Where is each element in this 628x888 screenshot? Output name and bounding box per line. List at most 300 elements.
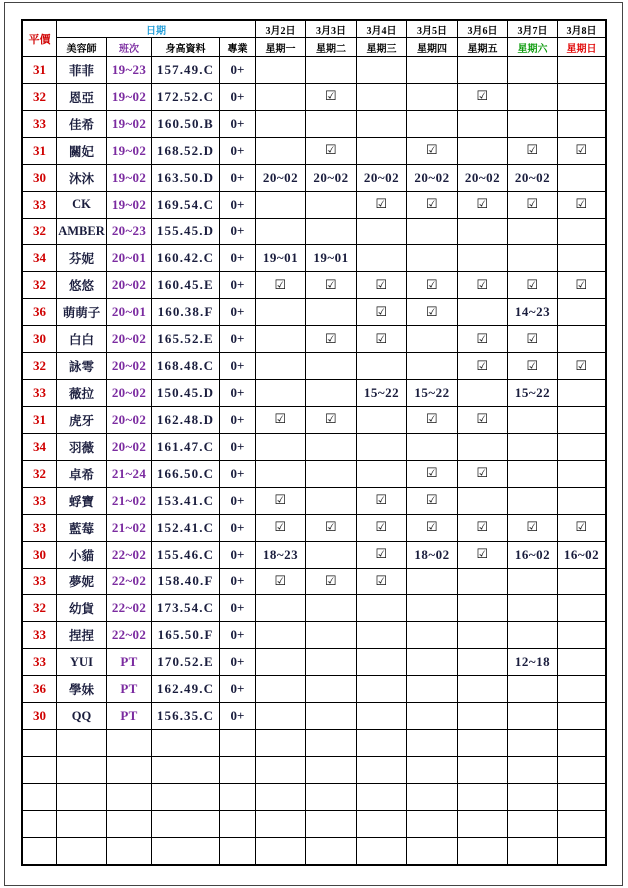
checkbox-checked-icon: ☑ <box>274 277 287 293</box>
specialty-cell: 0+ <box>220 380 255 406</box>
specialty-cell: 0+ <box>220 569 255 595</box>
day-cell <box>407 111 457 137</box>
profile-cell: 150.45.D <box>152 380 219 406</box>
profile-cell: 165.50.F <box>152 622 219 648</box>
price-cell: 34 <box>23 245 56 271</box>
day-cell <box>256 676 305 702</box>
shift-cell: 20~02 <box>107 407 151 433</box>
specialty-cell: 0+ <box>220 407 255 433</box>
day-cell <box>508 84 557 110</box>
empty-cell <box>152 811 219 837</box>
shift-cell: 22~02 <box>107 622 151 648</box>
specialty-cell: 0+ <box>220 676 255 702</box>
day-cell <box>458 299 507 325</box>
shift-time-text: 20~02 <box>262 169 299 185</box>
specialty-cell: 0+ <box>220 649 255 675</box>
empty-cell <box>357 757 406 783</box>
shift-cell: 21~24 <box>107 461 151 487</box>
day-cell <box>458 676 507 702</box>
empty-cell <box>508 811 557 837</box>
day-cell <box>407 84 457 110</box>
specialty-cell: 0+ <box>220 542 255 568</box>
checkbox-checked-icon: ☑ <box>476 197 489 213</box>
day-date-header: 3月4日 <box>357 21 406 37</box>
empty-cell <box>220 730 255 756</box>
day-cell <box>256 595 305 621</box>
checkbox-checked-icon: ☑ <box>526 143 539 159</box>
day-cell <box>357 407 406 433</box>
profile-cell: 170.52.E <box>152 649 219 675</box>
stylist-name-cell: 夢妮 <box>57 569 106 595</box>
day-cell <box>407 622 457 648</box>
day-cell <box>508 569 557 595</box>
day-cell <box>558 380 605 406</box>
profile-cell: 161.47.C <box>152 434 219 460</box>
empty-cell <box>357 811 406 837</box>
day-cell <box>357 703 406 729</box>
day-cell <box>357 272 406 298</box>
empty-cell <box>306 838 356 864</box>
stylist-name-cell: 芬妮 <box>57 245 106 271</box>
day-cell <box>407 138 457 164</box>
checkbox-checked-icon: ☑ <box>476 358 489 374</box>
specialty-cell: 0+ <box>220 219 255 245</box>
price-cell: 36 <box>23 676 56 702</box>
price-cell: 30 <box>23 542 56 568</box>
empty-cell <box>57 838 106 864</box>
day-cell <box>458 326 507 352</box>
empty-cell <box>152 730 219 756</box>
empty-cell <box>57 757 106 783</box>
checkbox-checked-icon: ☑ <box>274 573 287 589</box>
day-cell <box>508 380 557 406</box>
stylist-name-cell: AMBER <box>57 219 106 245</box>
profile-cell: 162.49.C <box>152 676 219 702</box>
checkbox-checked-icon: ☑ <box>425 466 439 482</box>
date-header: 日期 <box>57 21 255 37</box>
stylist-name-cell: 藍莓 <box>57 515 106 541</box>
day-cell <box>458 622 507 648</box>
day-cell <box>357 219 406 245</box>
day-cell <box>407 353 457 379</box>
price-cell: 33 <box>23 622 56 648</box>
checkbox-checked-icon: ☑ <box>575 197 588 213</box>
day-cell <box>256 461 305 487</box>
day-cell <box>357 649 406 675</box>
day-cell <box>508 703 557 729</box>
stylist-name-cell: 小貓 <box>57 542 106 568</box>
checkbox-checked-icon: ☑ <box>375 547 388 563</box>
specialty-cell: 0+ <box>220 326 255 352</box>
empty-cell <box>508 838 557 864</box>
stylist-name-cell: 萌萌子 <box>57 299 106 325</box>
specialty-cell: 0+ <box>220 192 255 218</box>
stylist-name-cell: QQ <box>57 703 106 729</box>
empty-cell <box>306 811 356 837</box>
day-cell <box>256 542 305 568</box>
checkbox-checked-icon: ☑ <box>476 331 489 347</box>
specialty-cell: 0+ <box>220 165 255 191</box>
day-cell <box>306 622 356 648</box>
day-cell <box>306 542 356 568</box>
checkbox-checked-icon: ☑ <box>526 331 539 347</box>
price-cell: 36 <box>23 299 56 325</box>
profile-cell: 172.52.C <box>152 84 219 110</box>
empty-cell <box>220 757 255 783</box>
checkbox-checked-icon: ☑ <box>526 358 539 374</box>
empty-cell <box>407 811 457 837</box>
stylist-name-cell: 蜉寶 <box>57 488 106 514</box>
day-cell <box>407 165 457 191</box>
price-cell: 30 <box>23 326 56 352</box>
stylist-name-cell: 幼貨 <box>57 595 106 621</box>
shift-time-text: 18~23 <box>262 546 299 562</box>
empty-cell <box>107 730 151 756</box>
day-cell <box>256 219 305 245</box>
price-cell: 31 <box>23 407 56 433</box>
shift-time-text: 16~02 <box>514 546 551 562</box>
day-cell <box>458 569 507 595</box>
empty-cell <box>107 757 151 783</box>
day-cell <box>357 138 406 164</box>
specialty-cell: 0+ <box>220 353 255 379</box>
empty-cell <box>558 784 605 810</box>
day-cell <box>558 299 605 325</box>
day-cell <box>458 219 507 245</box>
price-cell: 31 <box>23 138 56 164</box>
empty-cell <box>357 838 406 864</box>
checkbox-checked-icon: ☑ <box>274 412 287 428</box>
day-cell <box>558 703 605 729</box>
day-cell <box>256 111 305 137</box>
day-cell <box>407 542 457 568</box>
day-date-header: 3月6日 <box>458 21 507 37</box>
profile-cell: 153.41.C <box>152 488 219 514</box>
empty-cell <box>57 784 106 810</box>
day-date-header: 3月2日 <box>256 21 305 37</box>
price-cell: 32 <box>23 219 56 245</box>
day-cell <box>407 380 457 406</box>
empty-cell <box>407 784 457 810</box>
day-cell <box>357 245 406 271</box>
day-cell <box>458 165 507 191</box>
day-cell <box>357 515 406 541</box>
shift-time-text: 19~01 <box>313 250 349 266</box>
stylist-name-cell: 沐沐 <box>57 165 106 191</box>
checkbox-checked-icon: ☑ <box>476 466 489 482</box>
shift-cell: 19~02 <box>107 165 151 191</box>
day-cell <box>558 326 605 352</box>
checkbox-checked-icon: ☑ <box>526 520 539 536</box>
empty-cell <box>23 784 56 810</box>
empty-cell <box>220 838 255 864</box>
day-cell <box>458 84 507 110</box>
weekday-header-saturday: 星期六 <box>508 38 557 56</box>
day-cell <box>558 542 605 568</box>
profile-cell: 157.49.C <box>152 57 219 83</box>
stylist-name-cell: 菲菲 <box>57 57 106 83</box>
empty-cell <box>458 838 507 864</box>
day-cell <box>558 165 605 191</box>
day-cell <box>407 407 457 433</box>
stylist-name-cell: 悠悠 <box>57 272 106 298</box>
price-cell: 34 <box>23 434 56 460</box>
checkbox-checked-icon: ☑ <box>324 89 338 105</box>
checkbox-checked-icon: ☑ <box>476 277 489 293</box>
shift-cell: 20~02 <box>107 326 151 352</box>
day-cell <box>558 111 605 137</box>
day-cell <box>407 595 457 621</box>
empty-cell <box>152 838 219 864</box>
day-cell <box>458 138 507 164</box>
stylist-header: 美容師 <box>57 38 106 56</box>
day-cell <box>508 622 557 648</box>
specialty-cell: 0+ <box>220 703 255 729</box>
profile-cell: 160.42.C <box>152 245 219 271</box>
day-cell <box>256 434 305 460</box>
shift-cell: 22~02 <box>107 542 151 568</box>
specialty-cell: 0+ <box>220 84 255 110</box>
day-cell <box>256 353 305 379</box>
empty-cell <box>508 784 557 810</box>
day-cell <box>458 111 507 137</box>
day-cell <box>508 272 557 298</box>
price-cell: 32 <box>23 272 56 298</box>
specialty-cell: 0+ <box>220 111 255 137</box>
shift-cell: 20~02 <box>107 272 151 298</box>
day-cell <box>407 676 457 702</box>
day-cell <box>508 407 557 433</box>
price-cell: 33 <box>23 111 56 137</box>
schedule-table <box>21 19 607 866</box>
day-cell <box>458 461 507 487</box>
checkbox-checked-icon: ☑ <box>375 304 388 320</box>
weekday-header: 星期一 <box>256 38 305 56</box>
profile-cell: 160.45.E <box>152 272 219 298</box>
stylist-name-cell: 薇拉 <box>57 380 106 406</box>
shift-time-text: 15~22 <box>514 385 551 401</box>
day-cell <box>558 515 605 541</box>
day-cell <box>357 326 406 352</box>
day-cell <box>306 245 356 271</box>
day-cell <box>256 380 305 406</box>
day-cell <box>357 299 406 325</box>
empty-cell <box>407 757 457 783</box>
profile-cell: 166.50.C <box>152 461 219 487</box>
shift-cell: 21~02 <box>107 488 151 514</box>
price-cell: 30 <box>23 165 56 191</box>
day-cell <box>458 649 507 675</box>
profile-cell: 168.48.C <box>152 353 219 379</box>
day-cell <box>558 407 605 433</box>
profile-cell: 160.38.F <box>152 299 219 325</box>
price-cell: 32 <box>23 84 56 110</box>
weekday-header: 星期二 <box>306 38 356 56</box>
day-cell <box>558 84 605 110</box>
weekday-header: 星期三 <box>357 38 406 56</box>
empty-cell <box>357 730 406 756</box>
shift-cell: 19~02 <box>107 138 151 164</box>
shift-cell: 22~02 <box>107 569 151 595</box>
empty-cell <box>152 757 219 783</box>
day-cell <box>407 649 457 675</box>
weekday-header: 星期四 <box>407 38 457 56</box>
empty-cell <box>306 730 356 756</box>
profile-cell: 160.50.B <box>152 111 219 137</box>
day-cell <box>458 515 507 541</box>
checkbox-checked-icon: ☑ <box>425 493 439 509</box>
stylist-name-cell: 白白 <box>57 326 106 352</box>
day-cell <box>407 461 457 487</box>
checkbox-checked-icon: ☑ <box>575 143 588 159</box>
empty-cell <box>306 757 356 783</box>
empty-cell <box>57 730 106 756</box>
day-cell <box>306 515 356 541</box>
price-cell: 32 <box>23 353 56 379</box>
stylist-name-cell: 羽薇 <box>57 434 106 460</box>
checkbox-checked-icon: ☑ <box>375 493 388 509</box>
specialty-cell: 0+ <box>220 138 255 164</box>
weekday-header-sunday: 星期日 <box>558 38 605 56</box>
specialty-cell: 0+ <box>220 272 255 298</box>
profile-cell: 156.35.C <box>152 703 219 729</box>
day-cell <box>256 57 305 83</box>
day-cell <box>306 165 356 191</box>
checkbox-checked-icon: ☑ <box>575 277 588 293</box>
day-cell <box>256 138 305 164</box>
day-date-header: 3月7日 <box>508 21 557 37</box>
day-cell <box>558 569 605 595</box>
empty-cell <box>256 757 305 783</box>
day-cell <box>558 622 605 648</box>
shift-time-text: 15~22 <box>363 385 400 401</box>
day-cell <box>256 649 305 675</box>
shift-time-text: 20~02 <box>363 169 400 185</box>
shift-cell: 19~02 <box>107 192 151 218</box>
day-cell <box>407 569 457 595</box>
empty-cell <box>508 757 557 783</box>
day-cell <box>306 84 356 110</box>
profile-cell: 163.50.D <box>152 165 219 191</box>
checkbox-checked-icon: ☑ <box>375 277 388 293</box>
shift-time-text: 16~02 <box>563 546 600 562</box>
day-cell <box>306 353 356 379</box>
price-cell: 30 <box>23 703 56 729</box>
specialty-cell: 0+ <box>220 245 255 271</box>
day-cell <box>508 165 557 191</box>
shift-cell: 22~02 <box>107 595 151 621</box>
checkbox-checked-icon: ☑ <box>425 412 439 428</box>
day-cell <box>256 84 305 110</box>
day-cell <box>306 676 356 702</box>
empty-cell <box>458 730 507 756</box>
empty-cell <box>256 784 305 810</box>
day-cell <box>508 192 557 218</box>
day-cell <box>306 461 356 487</box>
shift-cell: 21~02 <box>107 515 151 541</box>
day-cell <box>508 595 557 621</box>
day-cell <box>458 353 507 379</box>
profile-cell: 155.46.C <box>152 542 219 568</box>
day-cell <box>558 192 605 218</box>
shift-cell: 20~01 <box>107 245 151 271</box>
day-cell <box>306 434 356 460</box>
day-cell <box>306 649 356 675</box>
day-cell <box>357 57 406 83</box>
checkbox-checked-icon: ☑ <box>476 89 489 105</box>
empty-cell <box>107 811 151 837</box>
day-cell <box>306 595 356 621</box>
shift-cell: PT <box>107 649 151 675</box>
day-cell <box>357 542 406 568</box>
profile-cell: 169.54.C <box>152 192 219 218</box>
day-cell <box>407 488 457 514</box>
price-cell: 33 <box>23 515 56 541</box>
day-cell <box>508 434 557 460</box>
day-cell <box>357 488 406 514</box>
day-cell <box>306 380 356 406</box>
profile-cell: 152.41.C <box>152 515 219 541</box>
day-cell <box>357 165 406 191</box>
day-cell <box>256 488 305 514</box>
day-cell <box>306 219 356 245</box>
checkbox-checked-icon: ☑ <box>324 412 338 428</box>
day-cell <box>407 219 457 245</box>
day-cell <box>256 245 305 271</box>
day-cell <box>407 515 457 541</box>
profile-cell: 168.52.D <box>152 138 219 164</box>
day-date-header: 3月8日 <box>558 21 605 37</box>
stylist-name-cell: 卓希 <box>57 461 106 487</box>
day-cell <box>357 676 406 702</box>
checkbox-checked-icon: ☑ <box>375 573 388 589</box>
day-cell <box>357 461 406 487</box>
empty-cell <box>558 838 605 864</box>
shift-cell: 20~23 <box>107 219 151 245</box>
day-cell <box>508 353 557 379</box>
shift-time-text: 19~01 <box>262 250 299 266</box>
checkbox-checked-icon: ☑ <box>324 573 338 589</box>
shift-time-text: 20~02 <box>514 169 551 185</box>
day-cell <box>306 703 356 729</box>
shift-header: 班次 <box>107 38 151 56</box>
day-cell <box>407 326 457 352</box>
day-cell <box>458 542 507 568</box>
specialty-cell: 0+ <box>220 595 255 621</box>
day-cell <box>256 407 305 433</box>
day-cell <box>558 649 605 675</box>
day-cell <box>458 245 507 271</box>
day-cell <box>306 138 356 164</box>
day-cell <box>558 461 605 487</box>
day-cell <box>508 111 557 137</box>
checkbox-checked-icon: ☑ <box>324 331 338 347</box>
shift-cell: 19~23 <box>107 57 151 83</box>
day-cell <box>357 595 406 621</box>
day-cell <box>306 299 356 325</box>
specialty-cell: 0+ <box>220 488 255 514</box>
day-cell <box>508 219 557 245</box>
checkbox-checked-icon: ☑ <box>425 304 439 320</box>
checkbox-checked-icon: ☑ <box>324 277 338 293</box>
checkbox-checked-icon: ☑ <box>375 197 388 213</box>
stylist-name-cell: 捏捏 <box>57 622 106 648</box>
empty-cell <box>508 730 557 756</box>
empty-cell <box>57 811 106 837</box>
day-cell <box>508 488 557 514</box>
specialty-cell: 0+ <box>220 622 255 648</box>
day-cell <box>256 515 305 541</box>
